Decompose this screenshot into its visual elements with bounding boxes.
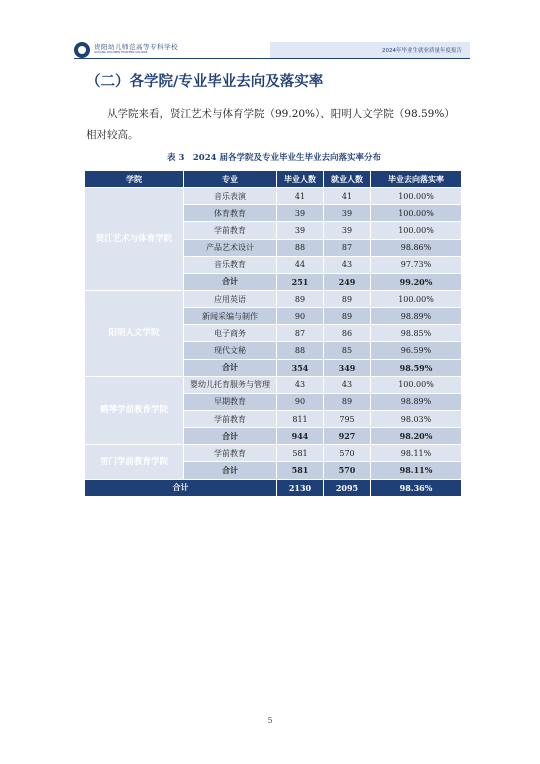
rate-cell: 100.00% — [371, 376, 462, 393]
school-cell: 贤江艺术与体育学院 — [85, 188, 184, 291]
graduates-cell: 39 — [277, 205, 324, 222]
major-cell: 音乐教育 — [184, 256, 277, 273]
subtotal-graduates: 251 — [277, 273, 324, 290]
employed-cell: 41 — [324, 188, 371, 205]
graduates-cell: 581 — [277, 445, 324, 462]
header-cell-school: 学院 — [85, 171, 184, 188]
grand-total-graduates: 2130 — [277, 479, 324, 496]
employed-cell: 89 — [324, 308, 371, 325]
graduates-cell: 88 — [277, 239, 324, 256]
school-name: 贵阳幼儿师范高等专科学校 — [94, 43, 178, 51]
header-divider — [74, 58, 470, 59]
rate-cell: 100.00% — [371, 188, 462, 205]
subtotal-rate: 99.20% — [371, 273, 462, 290]
employed-cell: 39 — [324, 205, 371, 222]
rate-cell: 100.00% — [371, 290, 462, 307]
table-row — [85, 290, 462, 307]
employed-cell: 795 — [324, 410, 371, 427]
grand-total-rate: 98.36% — [371, 479, 462, 496]
subtotal-graduates: 354 — [277, 359, 324, 376]
table-body — [85, 188, 462, 497]
table-caption: 表 3 2024 届各学院及专业毕业生毕业去向落实率分布 — [167, 153, 381, 163]
header-cell-major: 专业 — [184, 171, 277, 188]
major-cell: 电子商务 — [184, 325, 277, 342]
body-paragraph: 从学院来看，贤江艺术与体育学院（99.20%）、阳明人文学院（98.59%）相对较高。 — [86, 108, 455, 141]
school-cell: 鹤琴学前教育学院 — [85, 376, 184, 445]
table-row — [85, 445, 462, 462]
graduates-cell: 90 — [277, 393, 324, 410]
subtotal-rate: 98.59% — [371, 359, 462, 376]
major-cell: 现代文秘 — [184, 342, 277, 359]
subtotal-employed: 927 — [324, 428, 371, 445]
header-cell-rate: 毕业去向落实率 — [371, 171, 462, 188]
grand-total-label: 合计 — [85, 479, 277, 496]
major-cell: 学前教育 — [184, 222, 277, 239]
subtotal-rate: 98.20% — [371, 428, 462, 445]
school-cell: 阳明人文学院 — [85, 290, 184, 376]
table-header-row — [85, 171, 462, 188]
employed-cell: 39 — [324, 222, 371, 239]
school-cell: 雪门学前教育学院 — [85, 445, 184, 479]
major-cell: 音乐表演 — [184, 188, 277, 205]
graduates-cell: 88 — [277, 342, 324, 359]
rate-cell: 98.85% — [371, 325, 462, 342]
employed-cell: 43 — [324, 256, 371, 273]
major-cell: 婴幼儿托育服务与管理 — [184, 376, 277, 393]
major-cell: 学前教育 — [184, 445, 277, 462]
graduates-cell: 811 — [277, 410, 324, 427]
school-logo-icon — [74, 42, 90, 58]
major-cell: 体育教育 — [184, 205, 277, 222]
rate-cell: 97.73% — [371, 256, 462, 273]
grand-total-employed: 2095 — [324, 479, 371, 496]
subtotal-graduates: 944 — [277, 428, 324, 445]
employed-cell: 87 — [324, 239, 371, 256]
employed-cell: 43 — [324, 376, 371, 393]
employed-cell: 86 — [324, 325, 371, 342]
graduates-cell: 89 — [277, 290, 324, 307]
school-english-name: GUIYANG CHILDREN TEACHERS COLLEGE — [94, 51, 148, 54]
employed-cell: 570 — [324, 445, 371, 462]
rate-cell: 100.00% — [371, 205, 462, 222]
report-title: 2024年毕业生就业质量年度报告 — [382, 48, 462, 54]
subtotal-label: 合计 — [184, 273, 277, 290]
subtotal-rate: 98.11% — [371, 462, 462, 479]
subtotal-employed: 570 — [324, 462, 371, 479]
page-number: 5 — [267, 716, 273, 725]
rate-cell: 98.03% — [371, 410, 462, 427]
graduates-cell: 90 — [277, 308, 324, 325]
subtotal-employed: 249 — [324, 273, 371, 290]
subtotal-graduates: 581 — [277, 462, 324, 479]
grand-total-row — [85, 479, 462, 496]
graduates-cell: 43 — [277, 376, 324, 393]
employed-cell: 85 — [324, 342, 371, 359]
rate-cell: 98.11% — [371, 445, 462, 462]
rate-cell: 98.86% — [371, 239, 462, 256]
major-cell: 早期教育 — [184, 393, 277, 410]
graduates-cell: 87 — [277, 325, 324, 342]
subtotal-label: 合计 — [184, 359, 277, 376]
subtotal-label: 合计 — [184, 462, 277, 479]
subtotal-employed: 349 — [324, 359, 371, 376]
graduates-cell: 44 — [277, 256, 324, 273]
header-title-bar — [270, 42, 470, 58]
header-cell-graduates: 毕业人数 — [277, 171, 324, 188]
rate-cell: 98.89% — [371, 308, 462, 325]
page-header — [74, 42, 470, 58]
major-cell: 新闻采编与制作 — [184, 308, 277, 325]
subtotal-label: 合计 — [184, 428, 277, 445]
section-title: （二）各学院/专业毕业去向及落实率 — [86, 74, 324, 90]
graduates-cell: 39 — [277, 222, 324, 239]
rate-cell: 98.89% — [371, 393, 462, 410]
employed-cell: 89 — [324, 290, 371, 307]
major-cell: 产品艺术设计 — [184, 239, 277, 256]
table-row — [85, 188, 462, 205]
major-cell: 学前教育 — [184, 410, 277, 427]
employment-rate-table — [84, 170, 462, 497]
rate-cell: 100.00% — [371, 222, 462, 239]
employed-cell: 89 — [324, 393, 371, 410]
table-row — [85, 376, 462, 393]
rate-cell: 96.59% — [371, 342, 462, 359]
header-cell-employed: 就业人数 — [324, 171, 371, 188]
major-cell: 应用英语 — [184, 290, 277, 307]
graduates-cell: 41 — [277, 188, 324, 205]
